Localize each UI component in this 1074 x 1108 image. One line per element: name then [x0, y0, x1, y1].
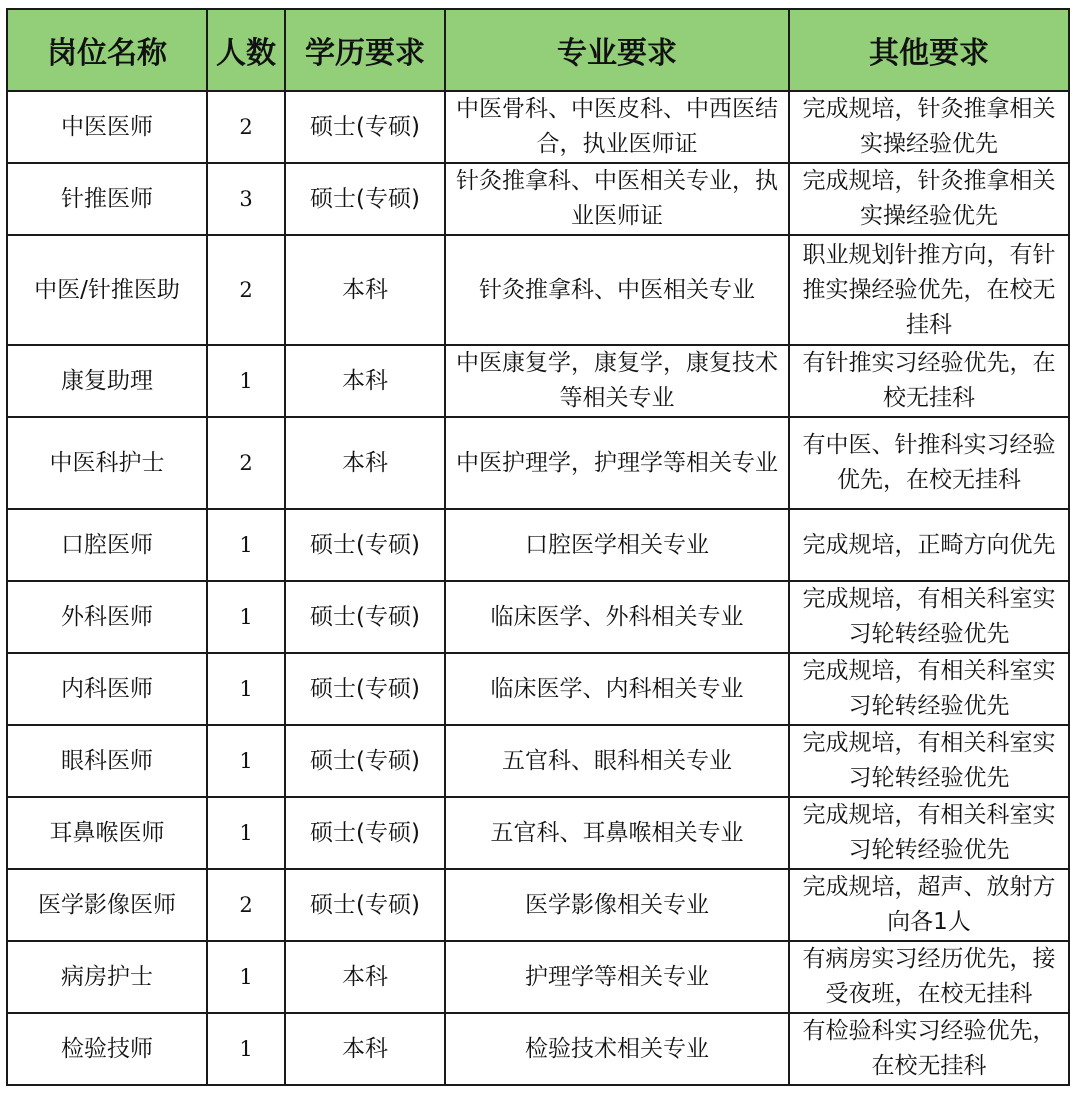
cell-education: 本科 — [285, 235, 445, 345]
cell-position: 中医科护士 — [7, 417, 207, 509]
table-row — [7, 1013, 1069, 1085]
cell-education: 硕士(专硕) — [285, 725, 445, 797]
cell-position: 内科医师 — [7, 653, 207, 725]
cell-major: 中医骨科、中医皮科、中西医结合，执业医师证 — [445, 91, 789, 163]
cell-education: 硕士(专硕) — [285, 163, 445, 235]
cell-major: 口腔医学相关专业 — [445, 509, 789, 581]
cell-other: 有针推实习经验优先，在校无挂科 — [789, 345, 1069, 417]
cell-other: 有中医、针推科实习经验优先，在校无挂科 — [789, 417, 1069, 509]
cell-major: 护理学等相关专业 — [445, 941, 789, 1013]
cell-education: 硕士(专硕) — [285, 91, 445, 163]
cell-other: 完成规培，有相关科室实习轮转经验优先 — [789, 725, 1069, 797]
header-major: 专业要求 — [445, 9, 789, 91]
cell-other: 完成规培，针灸推拿相关实操经验优先 — [789, 91, 1069, 163]
cell-education: 硕士(专硕) — [285, 581, 445, 653]
table-row — [7, 91, 1069, 163]
cell-education: 硕士(专硕) — [285, 869, 445, 941]
cell-position: 中医/针推医助 — [7, 235, 207, 345]
recruitment-table — [6, 8, 1070, 1086]
header-education: 学历要求 — [285, 9, 445, 91]
cell-other: 完成规培，针灸推拿相关实操经验优先 — [789, 163, 1069, 235]
cell-position: 中医医师 — [7, 91, 207, 163]
cell-other: 有检验科实习经验优先，在校无挂科 — [789, 1013, 1069, 1085]
cell-other: 完成规培，有相关科室实习轮转经验优先 — [789, 653, 1069, 725]
cell-education: 硕士(专硕) — [285, 509, 445, 581]
cell-count: 2 — [207, 869, 285, 941]
cell-education: 本科 — [285, 417, 445, 509]
cell-count: 1 — [207, 345, 285, 417]
cell-position: 检验技师 — [7, 1013, 207, 1085]
cell-position: 医学影像医师 — [7, 869, 207, 941]
cell-major: 中医康复学，康复学，康复技术等相关专业 — [445, 345, 789, 417]
cell-major: 临床医学、外科相关专业 — [445, 581, 789, 653]
cell-major: 临床医学、内科相关专业 — [445, 653, 789, 725]
cell-count: 1 — [207, 653, 285, 725]
cell-position: 外科医师 — [7, 581, 207, 653]
table-row — [7, 869, 1069, 941]
cell-major: 五官科、眼科相关专业 — [445, 725, 789, 797]
table-row — [7, 417, 1069, 509]
table-row — [7, 509, 1069, 581]
header-position: 岗位名称 — [7, 9, 207, 91]
table-row — [7, 345, 1069, 417]
cell-position: 针推医师 — [7, 163, 207, 235]
cell-education: 本科 — [285, 345, 445, 417]
cell-count: 3 — [207, 163, 285, 235]
cell-position: 耳鼻喉医师 — [7, 797, 207, 869]
cell-education: 硕士(专硕) — [285, 653, 445, 725]
cell-position: 病房护士 — [7, 941, 207, 1013]
table-row — [7, 797, 1069, 869]
cell-other: 有病房实习经历优先，接受夜班，在校无挂科 — [789, 941, 1069, 1013]
cell-major: 中医护理学，护理学等相关专业 — [445, 417, 789, 509]
cell-position: 眼科医师 — [7, 725, 207, 797]
cell-major: 五官科、耳鼻喉相关专业 — [445, 797, 789, 869]
cell-other: 完成规培，有相关科室实习轮转经验优先 — [789, 797, 1069, 869]
cell-position: 康复助理 — [7, 345, 207, 417]
cell-count: 1 — [207, 1013, 285, 1085]
header-row — [7, 9, 1069, 91]
cell-education: 本科 — [285, 941, 445, 1013]
cell-other: 完成规培，有相关科室实习轮转经验优先 — [789, 581, 1069, 653]
cell-other: 完成规培，超声、放射方向各1人 — [789, 869, 1069, 941]
header-count: 人数 — [207, 9, 285, 91]
table-row — [7, 581, 1069, 653]
cell-count: 1 — [207, 725, 285, 797]
cell-count: 1 — [207, 581, 285, 653]
cell-position: 口腔医师 — [7, 509, 207, 581]
cell-count: 1 — [207, 797, 285, 869]
cell-education: 本科 — [285, 1013, 445, 1085]
table-row — [7, 653, 1069, 725]
cell-education: 硕士(专硕) — [285, 797, 445, 869]
table-row — [7, 725, 1069, 797]
table-row — [7, 941, 1069, 1013]
cell-count: 1 — [207, 941, 285, 1013]
cell-major: 针灸推拿科、中医相关专业，执业医师证 — [445, 163, 789, 235]
cell-major: 针灸推拿科、中医相关专业 — [445, 235, 789, 345]
table-row — [7, 163, 1069, 235]
cell-major: 医学影像相关专业 — [445, 869, 789, 941]
cell-other: 职业规划针推方向，有针推实操经验优先，在校无挂科 — [789, 235, 1069, 345]
cell-count: 2 — [207, 235, 285, 345]
cell-major: 检验技术相关专业 — [445, 1013, 789, 1085]
header-other: 其他要求 — [789, 9, 1069, 91]
cell-other: 完成规培，正畸方向优先 — [789, 509, 1069, 581]
cell-count: 2 — [207, 417, 285, 509]
cell-count: 1 — [207, 509, 285, 581]
table-row — [7, 235, 1069, 345]
cell-count: 2 — [207, 91, 285, 163]
